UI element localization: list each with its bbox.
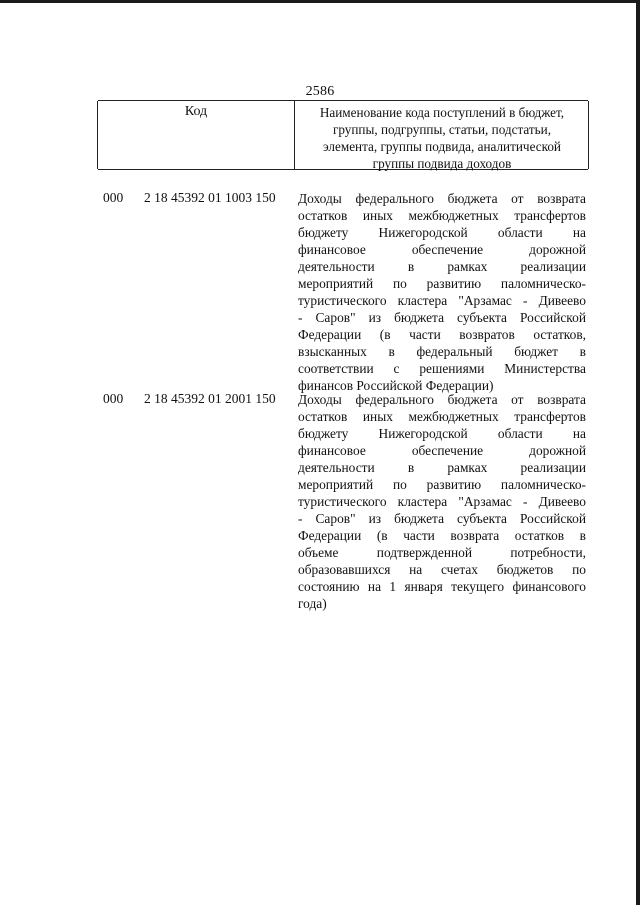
admin-code: 000 [103,190,124,205]
description-line: - Саров" из бюджета субъекта Российской [298,511,586,526]
page-number: 2586 [305,84,335,99]
description-line: объеме подтвержденной потребности, [298,545,586,560]
description-line: деятельности в рамках реализации [298,460,586,475]
table-border [588,101,589,169]
budget-code: 2 18 45392 01 1003 150 [144,190,276,205]
description-line: деятельности в рамках реализации [298,259,586,274]
description-line: бюджету Нижегородской области на [298,225,586,240]
admin-code: 000 [103,391,124,406]
description-line: остатков иных межбюджетных трансфертов [298,409,586,424]
entry-description [298,391,586,612]
description-line: состоянию на 1 января текущего финансового [298,579,586,594]
description-line: Доходы федерального бюджета от возврата [298,392,586,407]
description-line: финансовое обеспечение дорожной [298,443,586,458]
budget-code: 2 18 45392 01 2001 150 [144,391,276,406]
entry-description [298,190,586,394]
header-code-column: Код [184,104,208,119]
description-line: Доходы федерального бюджета от возврата [298,191,586,206]
description-line: туристического кластера "Арзамас - Дивеево [298,494,586,509]
description-line: мероприятий по развитию паломническо- [298,477,586,492]
description-line: года) [298,596,327,611]
header-name-line: группы, подгруппы, статьи, подстатьи, [332,122,552,137]
description-line: остатков иных межбюджетных трансфертов [298,208,586,223]
description-line: соответствии с решениями Министерства [298,361,586,376]
description-line: финансовое обеспечение дорожной [298,242,586,257]
header-name-line: Наименование кода поступлений в бюджет, [319,105,565,120]
page-edge [636,0,640,905]
description-line: Федерации (в части возврата остатков в [298,528,586,543]
description-line: взысканных в федеральный бюджет в [298,344,586,359]
description-line: финансов Российской Федерации) [298,378,494,393]
table-header [98,100,588,170]
header-name-column [298,104,586,172]
description-line: Федерации (в части возвратов остатков, [298,327,586,342]
header-name-line: группы подвида доходов [372,156,512,171]
column-divider [294,101,295,169]
description-line: туристического кластера "Арзамас - Дивеево [298,293,586,308]
description-line: бюджету Нижегородской области на [298,426,586,441]
description-line: мероприятий по развитию паломническо- [298,276,586,291]
description-line: - Саров" из бюджета субъекта Российской [298,310,586,325]
page-edge [0,0,640,3]
header-name-line: элемента, группы подвида, аналитической [323,139,561,154]
description-line: образовавшихся на счетах бюджетов по [298,562,586,577]
